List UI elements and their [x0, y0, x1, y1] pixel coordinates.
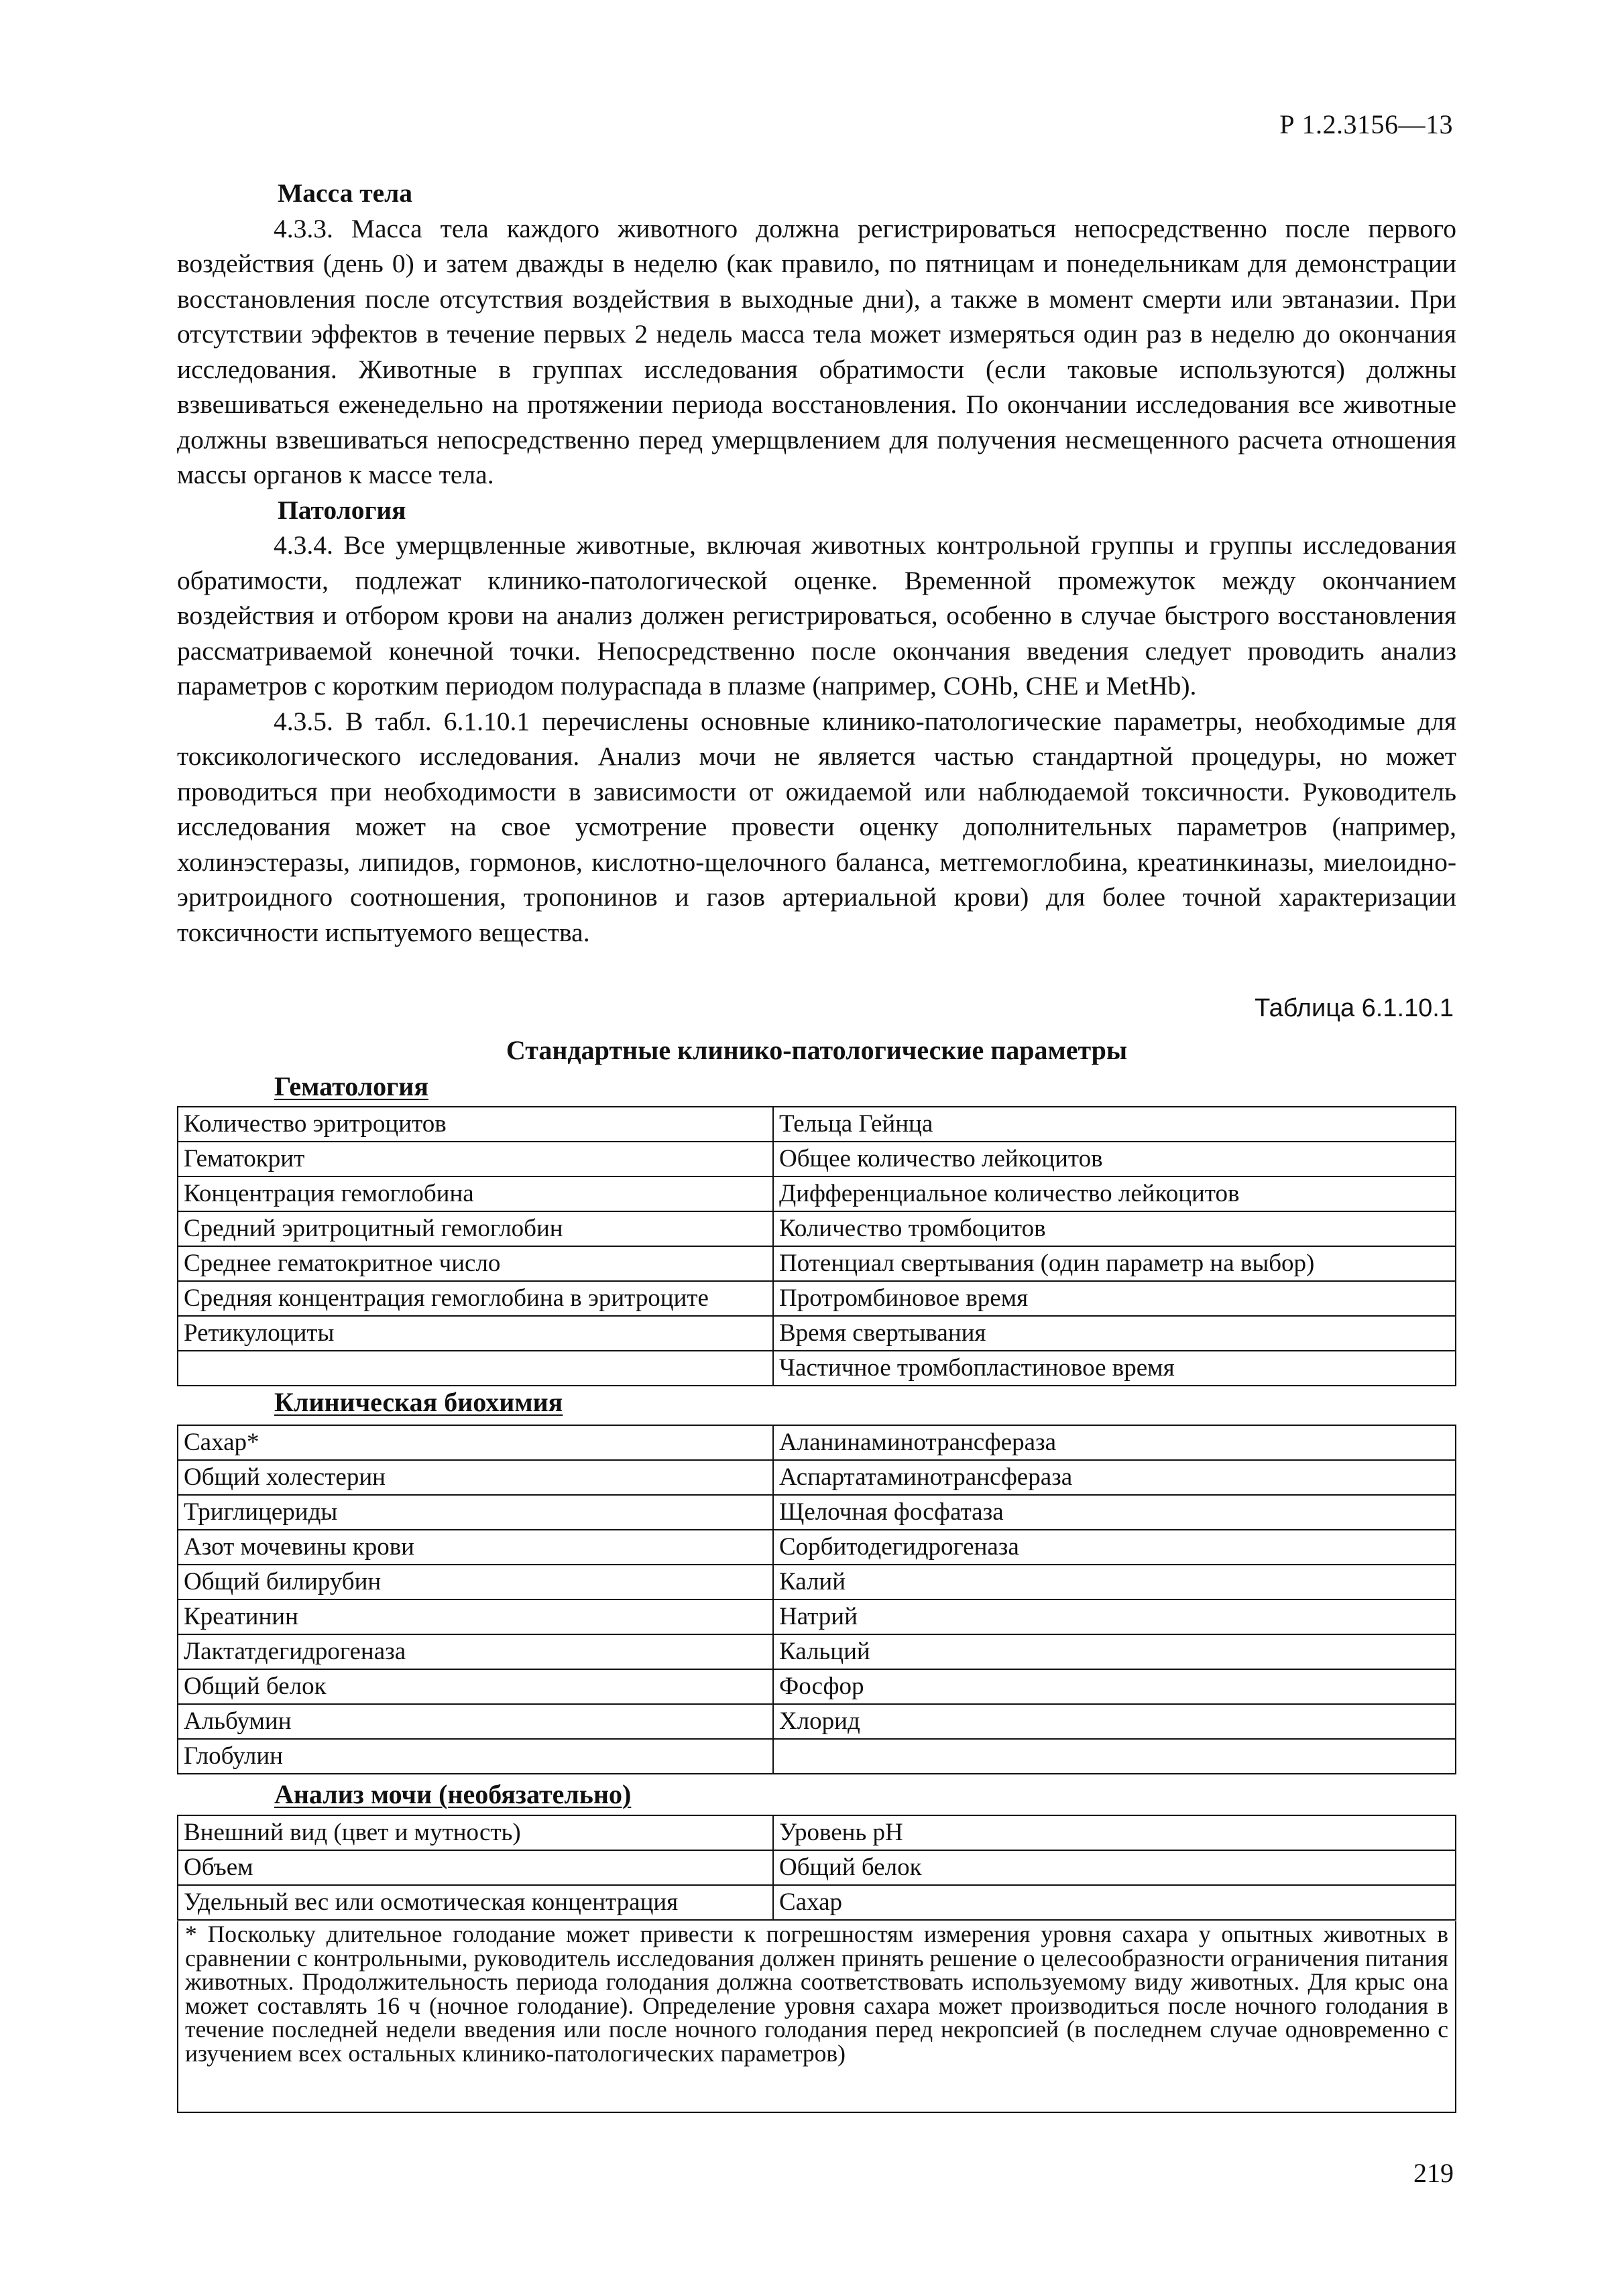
- table-row: [178, 1316, 1456, 1351]
- table-row: [178, 1107, 1456, 1142]
- table-row: [178, 1815, 1456, 1850]
- table-cell: Фосфор: [773, 1669, 1456, 1704]
- table-cell: [178, 1351, 773, 1386]
- table-cell: Гематокрит: [178, 1142, 773, 1176]
- table-cell: Количество тромбоцитов: [773, 1211, 1456, 1246]
- table-cell: Азот мочевины крови: [178, 1530, 773, 1565]
- table-cell: Количество эритроцитов: [178, 1107, 773, 1142]
- table-cell: Хлорид: [773, 1704, 1456, 1739]
- table-row: [178, 1460, 1456, 1495]
- table-row: [178, 1599, 1456, 1634]
- table-cell: Средняя концентрация гемоглобина в эритроците: [178, 1281, 773, 1316]
- table-row: [178, 1885, 1456, 1920]
- table-cell: Натрий: [773, 1599, 1456, 1634]
- table-cell: [773, 1739, 1456, 1774]
- urinalysis-table: [177, 1815, 1456, 1921]
- hematology-table: [177, 1106, 1456, 1386]
- biochemistry-heading: Клиническая биохимия: [274, 1387, 563, 1417]
- table-title: Стандартные клинико-патологические параметры: [506, 1035, 1128, 1065]
- table-cell: Лактатдегидрогеназа: [178, 1634, 773, 1669]
- biochemistry-table: [177, 1425, 1456, 1774]
- paragraph-4-3-3: 4.3.3. Масса тела каждого животного должна регистрироваться непосредственно после первого воздействия (день 0) и затем дважды в неделю (как правило, по пятницам и понедельникам для демонстрации восстановления после отсутствия воздействия в выходные дни), а также в момент смерти или эвтаназии. При отсутствии эффектов в течение первых 2 недель масса тела может измеряться один раз в неделю до окончания исследования. Животные в группах исследования обратимости (если таковые используются) должны взвешиваться еженедельно на протяжении периода восстановления. По окончании исследования все животные должны взвешиваться непосредственно перед умерщвлением для получения несмещенного расчета отношения массы органов к массе тела.: [177, 213, 1456, 489]
- table-cell: Общий белок: [178, 1669, 773, 1704]
- table-cell: Общее количество лейкоцитов: [773, 1142, 1456, 1176]
- paragraph-4-3-5: 4.3.5. В табл. 6.1.10.1 перечислены основные клинико-патологические параметры, необходимые для токсикологического исследования. Анализ мочи не является частью стандартной процедуры, но может проводиться при необходимости в зависимости от ожидаемой или наблюдаемой токсичности. Руководитель исследования может на свое усмотрение провести оценку дополнительных параметров (например, холинэстеразы, липидов, гормонов, кислотно-щелочного баланса, метгемоглобина, креатинкиназы, миелоидно-эритроидного соотношения, тропонинов и газов артериальной крови) для более точной характеризации токсичности испытуемого вещества.: [177, 706, 1456, 947]
- table-row: [178, 1739, 1456, 1774]
- table-row: [178, 1704, 1456, 1739]
- section-heading-pathology: Патология: [278, 495, 406, 525]
- table-cell: Время свертывания: [773, 1316, 1456, 1351]
- table-cell: Дифференциальное количество лейкоцитов: [773, 1176, 1456, 1211]
- table-row: [178, 1142, 1456, 1176]
- table-cell: Аланинаминотрансфераза: [773, 1425, 1456, 1460]
- table-footnote: * Поскольку длительное голодание может привести к погрешностям измерения уровня сахара у опытных животных в сравнении с контрольными, руководитель исследования должен принять решение о целесообразности ограничения питания животных. Продолжительность периода голодания должна соответствовать используемому виду животных. Для крыс она может составлять 16 ч (ночное голодание). Определение уровня сахара может производиться после ночного голодания в течение последней недели введения или после ночного голодания перед некропсией (в последнем случае одновременно с изучением всех остальных клинико-патологических параметров): [177, 1921, 1456, 2113]
- table-row: [178, 1425, 1456, 1460]
- table-cell: Частичное тромбопластиновое время: [773, 1351, 1456, 1386]
- table-cell: Удельный вес или осмотическая концентрация: [178, 1885, 773, 1920]
- table-cell: Калий: [773, 1565, 1456, 1599]
- table-row: [178, 1211, 1456, 1246]
- table-cell: Потенциал свертывания (один параметр на выбор): [773, 1246, 1456, 1281]
- table-cell: Тельца Гейнца: [773, 1107, 1456, 1142]
- table-row: [178, 1495, 1456, 1530]
- table-cell: Креатинин: [178, 1599, 773, 1634]
- table-row: [178, 1351, 1456, 1386]
- table-cell: Ретикулоциты: [178, 1316, 773, 1351]
- table-cell: Уровень pH: [773, 1815, 1456, 1850]
- table-cell: Глобулин: [178, 1739, 773, 1774]
- paragraph-4-3-4: 4.3.4. Все умерщвленные животные, включая животных контрольной группы и группы исследования обратимости, подлежат клинико-патологической оценке. Временной промежуток между окончанием воздействия и отбором крови на анализ должен регистрироваться, особенно в случае быстрого восстановления рассматриваемой конечной точки. Непосредственно после окончания введения следует проводить анализ параметров с коротким периодом полураспада в плазме (например, COHb, CHE и MetHb).: [177, 530, 1456, 701]
- table-cell: Общий билирубин: [178, 1565, 773, 1599]
- table-row: [178, 1850, 1456, 1885]
- table-cell: Внешний вид (цвет и мутность): [178, 1815, 773, 1850]
- table-cell: Альбумин: [178, 1704, 773, 1739]
- page-number: 219: [1413, 2158, 1454, 2188]
- table-cell: Сорбитодегидрогеназа: [773, 1530, 1456, 1565]
- table-cell: Сахар: [773, 1885, 1456, 1920]
- hematology-heading: Гематология: [274, 1071, 428, 1101]
- table-cell: Триглицериды: [178, 1495, 773, 1530]
- table-row: [178, 1634, 1456, 1669]
- table-cell: Протромбиновое время: [773, 1281, 1456, 1316]
- document-number: Р 1.2.3156—13: [1279, 109, 1453, 139]
- table-cell: Кальций: [773, 1634, 1456, 1669]
- table-row: [178, 1530, 1456, 1565]
- table-cell: Аспартатаминотрансфераза: [773, 1460, 1456, 1495]
- table-cell: Сахар*: [178, 1425, 773, 1460]
- table-label: Таблица 6.1.10.1: [1255, 994, 1454, 1022]
- body-weight-section: [177, 176, 1456, 950]
- table-cell: Щелочная фосфатаза: [773, 1495, 1456, 1530]
- table-row: [178, 1246, 1456, 1281]
- table-row: [178, 1669, 1456, 1704]
- table-row: [178, 1281, 1456, 1316]
- urinalysis-heading: Анализ мочи (необязательно): [274, 1779, 632, 1809]
- table-cell: Концентрация гемоглобина: [178, 1176, 773, 1211]
- table-cell: Среднее гематокритное число: [178, 1246, 773, 1281]
- table-row: [178, 1176, 1456, 1211]
- table-row: [178, 1565, 1456, 1599]
- table-cell: Общий холестерин: [178, 1460, 773, 1495]
- table-cell: Общий белок: [773, 1850, 1456, 1885]
- table-cell: Средний эритроцитный гемоглобин: [178, 1211, 773, 1246]
- table-cell: Объем: [178, 1850, 773, 1885]
- section-heading-body-weight: Масса тела: [278, 178, 413, 208]
